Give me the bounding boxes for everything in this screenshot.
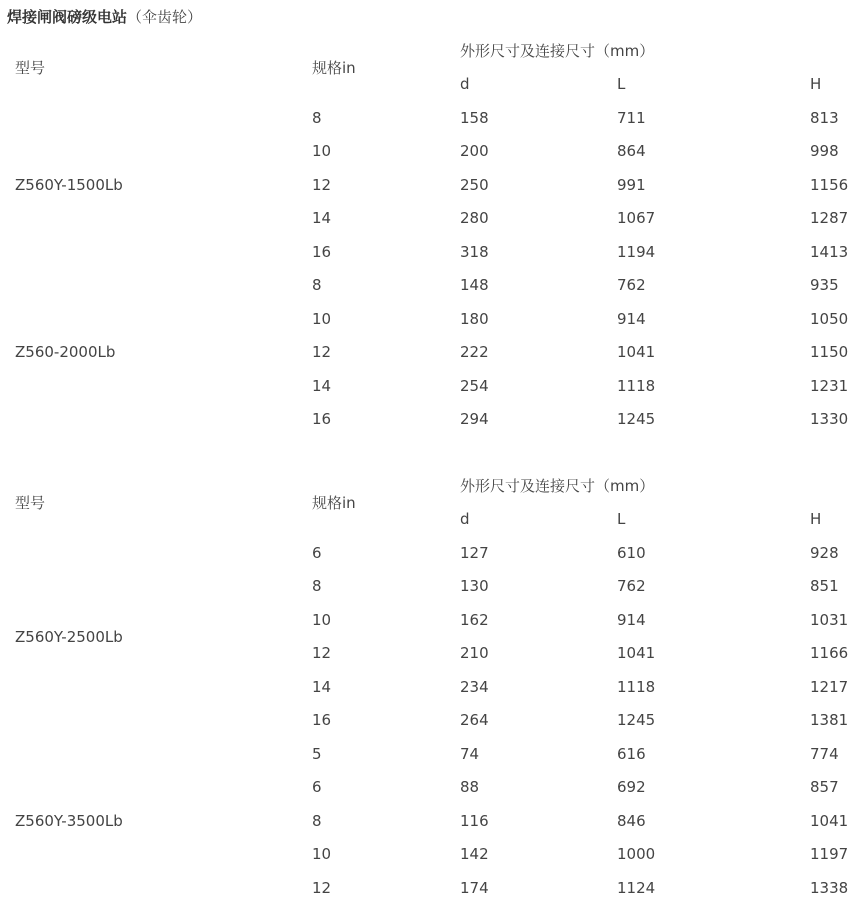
header-l: L xyxy=(617,510,626,529)
h-cell: 1041 xyxy=(810,811,849,830)
title-main: 焊接闸阀磅级电站 xyxy=(7,8,128,26)
l-cell: 991 xyxy=(617,175,646,194)
l-cell: 610 xyxy=(617,543,646,562)
spec-cell: 14 xyxy=(312,209,332,228)
d-cell: 174 xyxy=(460,878,489,897)
h-cell: 857 xyxy=(810,778,839,797)
d-cell: 130 xyxy=(460,577,489,596)
spec-cell: 10 xyxy=(312,142,332,161)
header-h: H xyxy=(810,510,822,529)
h-cell: 935 xyxy=(810,276,839,295)
table-row xyxy=(0,536,865,570)
l-cell: 762 xyxy=(617,276,646,295)
d-cell: 74 xyxy=(460,744,480,763)
h-cell: 1166 xyxy=(810,644,849,663)
d-cell: 264 xyxy=(460,711,489,730)
l-cell: 1118 xyxy=(617,376,656,395)
l-cell: 1118 xyxy=(617,677,656,696)
l-cell: 1067 xyxy=(617,209,656,228)
spec-cell: 16 xyxy=(312,242,332,261)
h-cell: 851 xyxy=(810,577,839,596)
h-cell: 1150 xyxy=(810,343,849,362)
d-cell: 180 xyxy=(460,309,489,328)
spec-table-2 xyxy=(0,469,865,905)
header-d: d xyxy=(460,510,470,529)
header-h: H xyxy=(810,75,822,94)
spec-cell: 10 xyxy=(312,845,332,864)
h-cell: 998 xyxy=(810,142,839,161)
d-cell: 127 xyxy=(460,543,489,562)
model-cell: Z560-2000Lb xyxy=(15,343,116,362)
table-body xyxy=(0,34,865,436)
h-cell: 1217 xyxy=(810,677,849,696)
header-spec: 规格in xyxy=(312,494,356,512)
spec-cell: 8 xyxy=(312,108,322,127)
h-cell: 1330 xyxy=(810,410,849,429)
d-cell: 200 xyxy=(460,142,489,161)
table-row xyxy=(0,269,865,303)
h-cell: 1338 xyxy=(810,878,849,897)
model-cell: Z560Y-1500Lb xyxy=(15,175,123,194)
l-cell: 711 xyxy=(617,108,646,127)
l-cell: 1041 xyxy=(617,644,656,663)
model-cell: Z560Y-2500Lb xyxy=(15,627,123,646)
title-note: （伞齿轮） xyxy=(127,8,203,26)
d-cell: 254 xyxy=(460,376,489,395)
spec-cell: 12 xyxy=(312,343,332,362)
l-cell: 864 xyxy=(617,142,646,161)
d-cell: 162 xyxy=(460,610,489,629)
d-cell: 294 xyxy=(460,410,489,429)
h-cell: 1197 xyxy=(810,845,849,864)
h-cell: 1031 xyxy=(810,610,849,629)
table-row xyxy=(0,737,865,771)
h-cell: 1050 xyxy=(810,309,849,328)
header-spec: 规格in xyxy=(312,59,356,77)
l-cell: 1245 xyxy=(617,711,656,730)
header-row xyxy=(0,34,865,68)
l-cell: 1245 xyxy=(617,410,656,429)
spec-cell: 8 xyxy=(312,276,322,295)
d-cell: 234 xyxy=(460,677,489,696)
h-cell: 1413 xyxy=(810,242,849,261)
header-d: d xyxy=(460,75,470,94)
spec-cell: 14 xyxy=(312,376,332,395)
h-cell: 1287 xyxy=(810,209,849,228)
spec-table-1 xyxy=(0,34,865,436)
spec-cell: 6 xyxy=(312,778,322,797)
table-body xyxy=(0,469,865,905)
l-cell: 692 xyxy=(617,778,646,797)
d-cell: 210 xyxy=(460,644,489,663)
d-cell: 222 xyxy=(460,343,489,362)
d-cell: 280 xyxy=(460,209,489,228)
header-l: L xyxy=(617,75,626,94)
d-cell: 88 xyxy=(460,778,480,797)
table-row xyxy=(0,101,865,135)
page-title xyxy=(7,7,202,27)
h-cell: 774 xyxy=(810,744,839,763)
d-cell: 318 xyxy=(460,242,489,261)
d-cell: 158 xyxy=(460,108,489,127)
d-cell: 148 xyxy=(460,276,489,295)
spec-cell: 6 xyxy=(312,543,322,562)
l-cell: 1000 xyxy=(617,845,656,864)
l-cell: 1124 xyxy=(617,878,656,897)
spec-cell: 16 xyxy=(312,711,332,730)
header-model: 型号 xyxy=(15,59,46,77)
l-cell: 914 xyxy=(617,610,646,629)
h-cell: 1381 xyxy=(810,711,849,730)
header-row xyxy=(0,469,865,503)
spec-cell: 10 xyxy=(312,309,332,328)
spec-cell: 8 xyxy=(312,811,322,830)
h-cell: 813 xyxy=(810,108,839,127)
spec-cell: 5 xyxy=(312,744,322,763)
l-cell: 616 xyxy=(617,744,646,763)
l-cell: 846 xyxy=(617,811,646,830)
l-cell: 1041 xyxy=(617,343,656,362)
spec-cell: 16 xyxy=(312,410,332,429)
spec-cell: 12 xyxy=(312,878,332,897)
header-dimensions: 外形尺寸及连接尺寸（mm） xyxy=(460,477,655,496)
d-cell: 116 xyxy=(460,811,489,830)
model-cell: Z560Y-3500Lb xyxy=(15,811,123,830)
l-cell: 914 xyxy=(617,309,646,328)
h-cell: 928 xyxy=(810,543,839,562)
h-cell: 1156 xyxy=(810,175,849,194)
header-dimensions: 外形尺寸及连接尺寸（mm） xyxy=(460,42,655,61)
d-cell: 142 xyxy=(460,845,489,864)
spec-cell: 12 xyxy=(312,175,332,194)
spec-cell: 12 xyxy=(312,644,332,663)
l-cell: 1194 xyxy=(617,242,656,261)
spec-cell: 14 xyxy=(312,677,332,696)
header-model: 型号 xyxy=(15,494,46,512)
l-cell: 762 xyxy=(617,577,646,596)
spec-cell: 8 xyxy=(312,577,322,596)
d-cell: 250 xyxy=(460,175,489,194)
spec-cell: 10 xyxy=(312,610,332,629)
h-cell: 1231 xyxy=(810,376,849,395)
